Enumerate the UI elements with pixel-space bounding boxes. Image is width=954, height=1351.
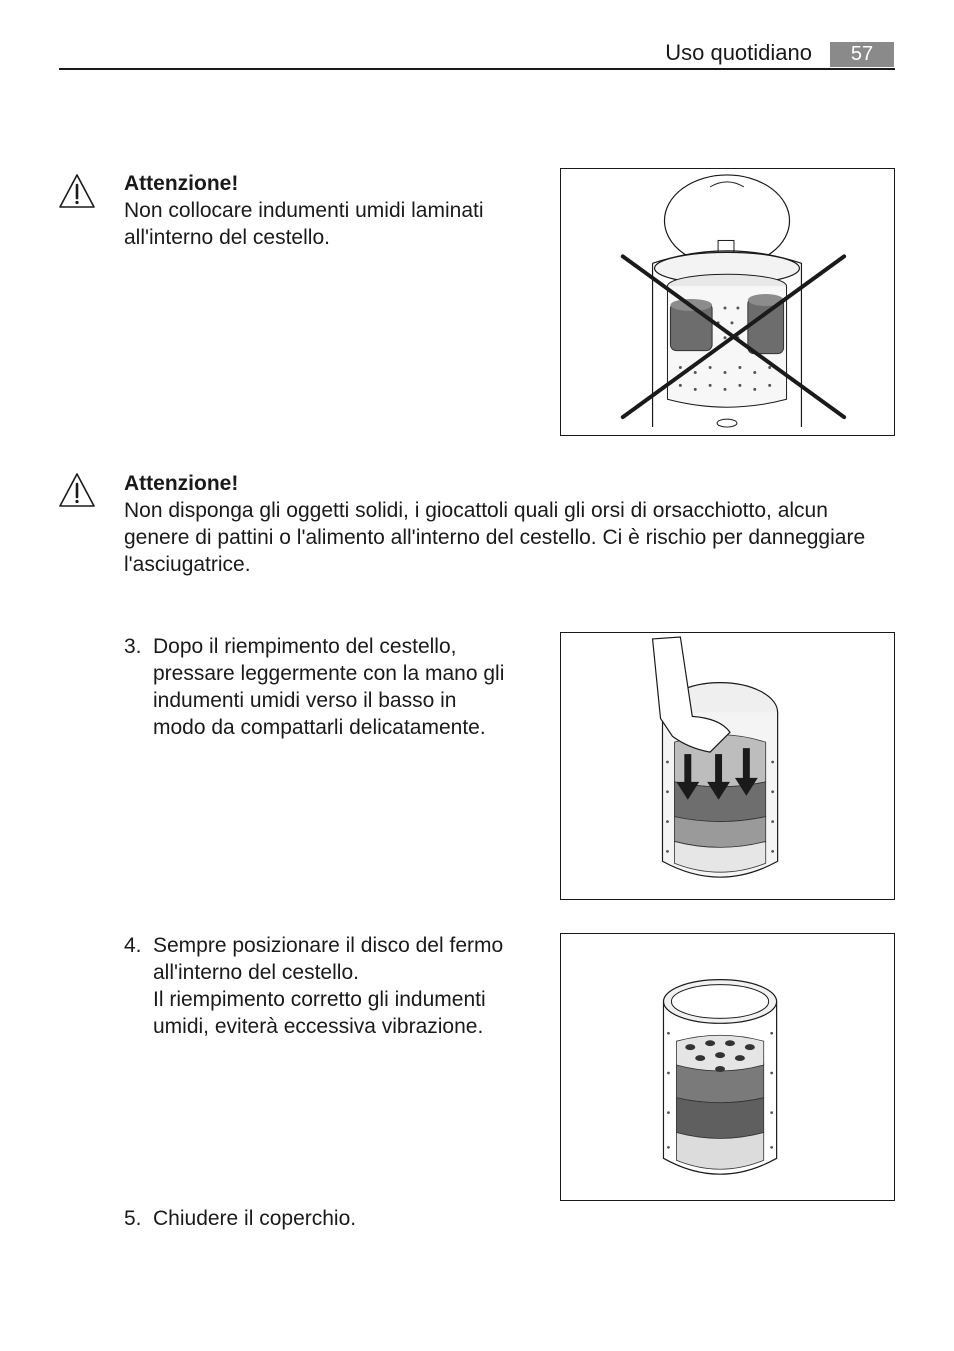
drum-press-illustration [561,633,894,899]
page-number: 57 [830,42,894,67]
step-text-line: Il riempimento corretto gli indumenti [153,988,486,1011]
figure-press-laundry [560,632,895,900]
step-item [124,932,544,1042]
step-text-line: Sempre posizionare il disco del fermo [153,934,504,957]
step-text-line: Dopo il riempimento del cestello, [153,635,457,658]
step-number: 4. [124,934,142,957]
step-number: 3. [124,635,142,658]
step-text-line: modo da compattarli delicatamente. [153,716,486,739]
step-text-line: pressare leggermente con la mano gli [153,662,505,685]
warning-text-line: all'interno del cestello. [124,226,330,249]
warning-text-line: genere di pattini o l'alimento all'interno del cestello. Ci è rischio per danneggiare [124,526,866,549]
section-title: Uso quotidiano [665,40,812,65]
step-item [124,633,544,743]
warning-text-line: l'asciugatrice. [124,553,251,576]
figure-no-rolled-laundry [560,168,895,436]
step-number: 5. [124,1207,142,1230]
header-divider [59,68,895,70]
step-text-line: umidi, eviterà eccessiva vibrazione. [153,1015,484,1038]
warning-triangle-icon [58,472,96,508]
warning-text-line: Non collocare indumenti umidi laminati [124,199,484,222]
warning-triangle-icon [58,173,96,209]
step-text-line: all'interno del cestello. [153,961,359,984]
step-text-line: Chiudere il coperchio. [153,1207,357,1230]
step-text-line: indumenti umidi verso il basso in [153,689,457,712]
warning-title: Attenzione! [124,472,239,495]
step-item [124,1205,544,1235]
figure-retaining-disc [560,933,895,1201]
drum-disc-illustration [561,934,894,1200]
warning-text-line: Non disponga gli oggetti solidi, i giocattoli quali gli orsi di orsacchiotto, alcun [124,499,828,522]
dryer-drum-illustration [561,169,894,435]
warning-title: Attenzione! [124,172,239,195]
